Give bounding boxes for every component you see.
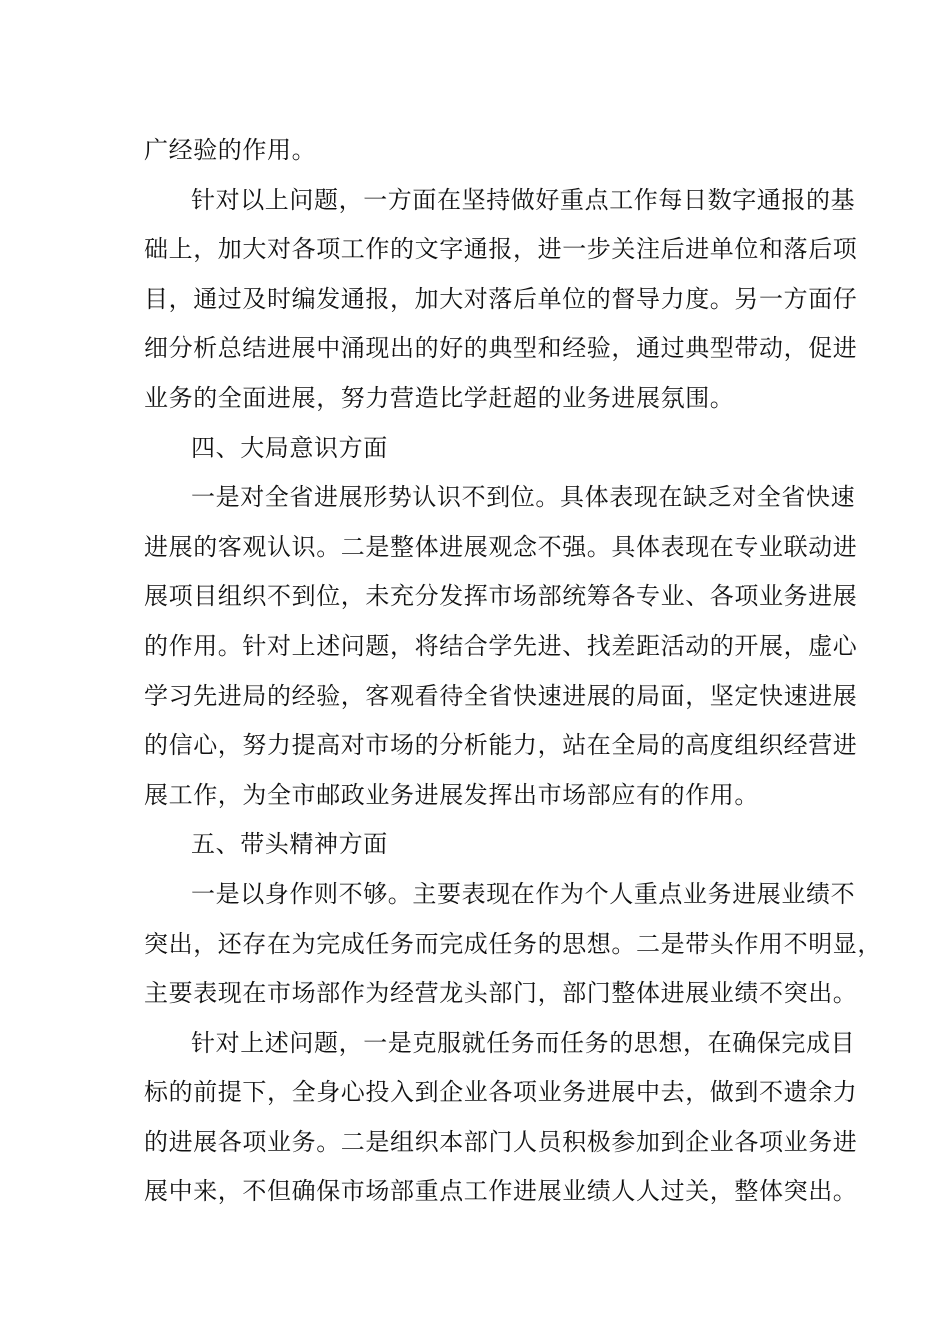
document-line: 础上，加大对各项工作的文字通报，进一步关注后进单位和落后项 [144,235,858,264]
document-line: 展项目组织不到位，未充分发挥市场部统筹各专业、各项业务进展 [144,582,858,611]
document-line: 学习先进局的经验，客观看待全省快速进展的局面，坚定快速进展 [144,681,858,710]
document-line: 业务的全面进展，努力营造比学赶超的业务进展氛围。 [144,383,735,412]
document-line: 针对上述问题，一是克服就任务而任务的思想，在确保完成目 [191,1028,856,1057]
document-line: 突出，还存在为完成任务而完成任务的思想。二是带头作用不明显， [144,929,882,958]
document-line: 针对以上问题，一方面在坚持做好重点工作每日数字通报的基 [191,185,856,214]
document-line: 展中来，不但确保市场部重点工作进展业绩人人过关，整体突出。 [144,1177,858,1206]
document-line: 五、带头精神方面 [191,830,388,859]
document-line: 细分析总结进展中涌现出的好的典型和经验，通过典型带动，促进 [144,334,858,363]
document-line: 一是对全省进展形势认识不到位。具体表现在缺乏对全省快速 [191,483,856,512]
document-line: 一是以身作则不够。主要表现在作为个人重点业务进展业绩不 [191,879,856,908]
document-line: 标的前提下，全身心投入到企业各项业务进展中去，做到不遗余力 [144,1078,858,1107]
document-line: 展工作，为全市邮政业务进展发挥出市场部应有的作用。 [144,780,759,809]
document-line: 的进展各项业务。二是组织本部门人员积极参加到企业各项业务进 [144,1127,858,1156]
document-line: 的信心，努力提高对市场的分析能力，站在全局的高度组织经营进 [144,731,858,760]
document-body [144,126,882,1217]
document-line: 的作用。针对上述问题，将结合学先进、找差距活动的开展，虚心 [144,631,858,660]
document-line: 主要表现在市场部作为经营龙头部门，部门整体进展业绩不突出。 [144,979,858,1008]
document-line: 广经验的作用。 [144,136,317,164]
document-line: 四、大局意识方面 [191,433,388,462]
document-line: 进展的客观认识。二是整体进展观念不强。具体表现在专业联动进 [144,532,858,561]
document-line: 目，通过及时编发通报，加大对落后单位的督导力度。另一方面仔 [144,284,858,313]
